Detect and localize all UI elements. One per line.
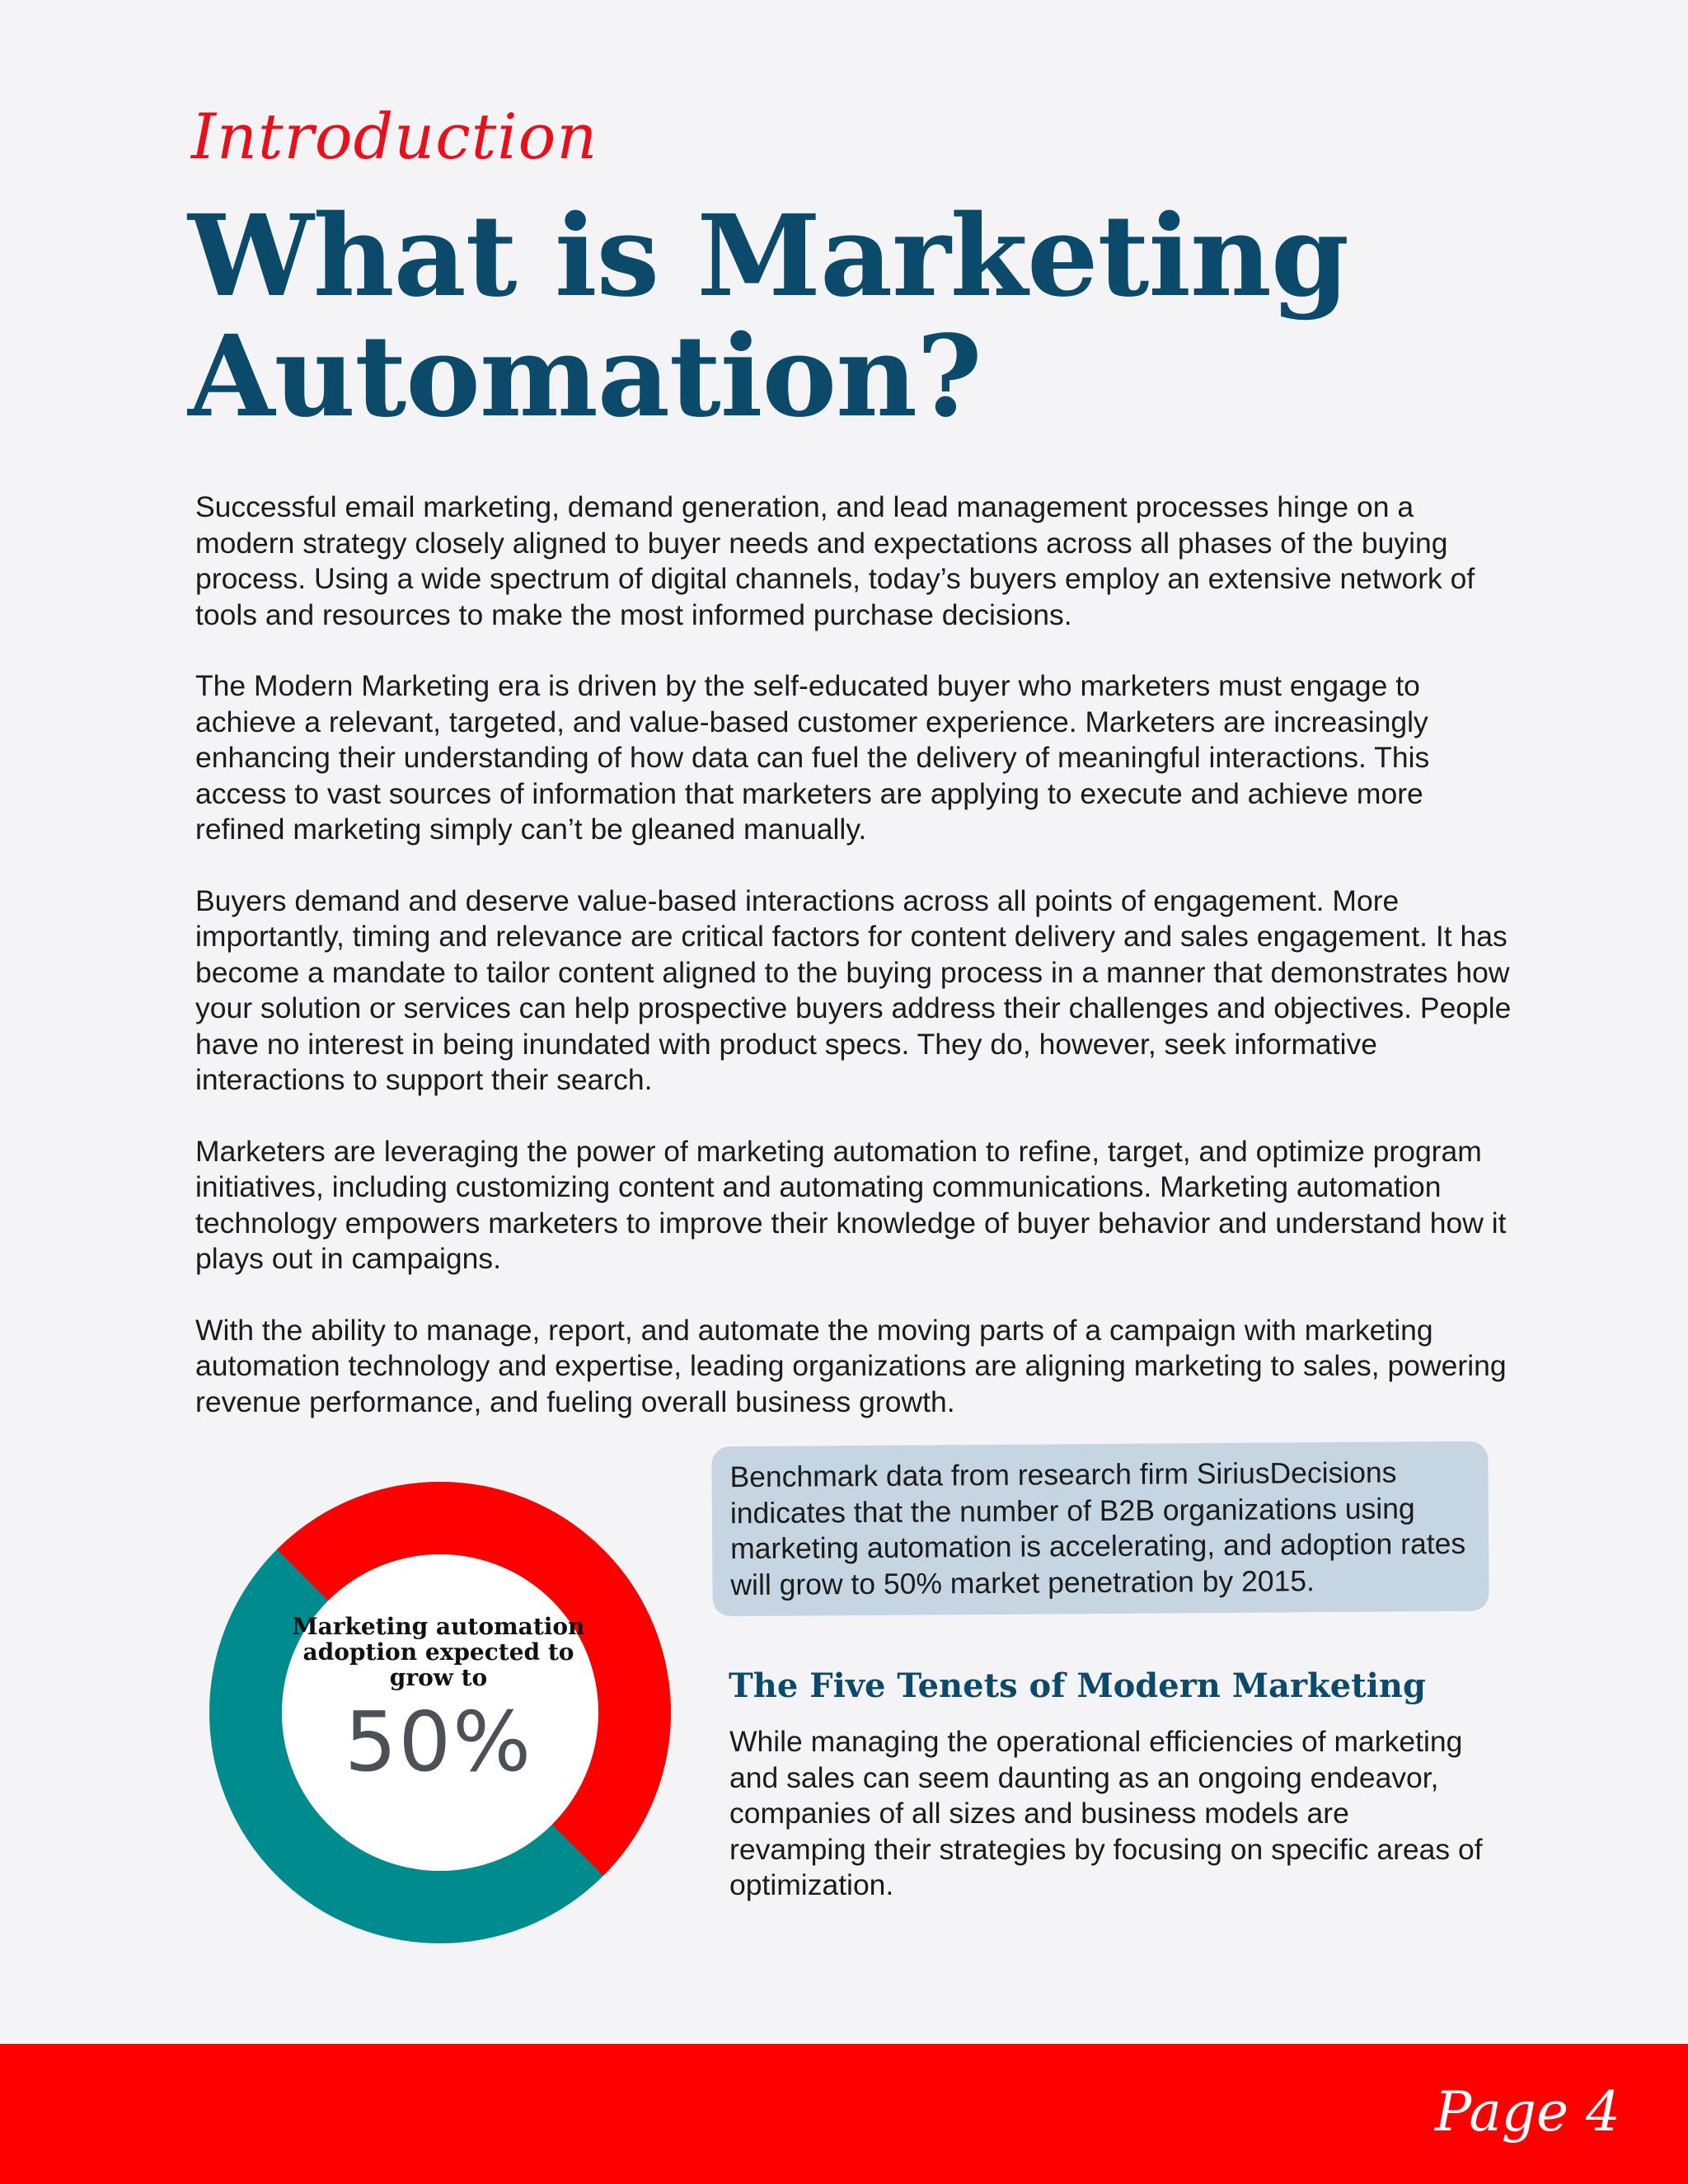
section-text: While managing the operational efficiencies of marketing and sales can seem daunting as an ongoing endeavor, companies of all sizes and business models are revamping their strategies by focusing on specific areas of optimization.	[729, 1725, 1483, 1901]
benchmark-callout: Benchmark data from research firm SiriusDecisions indicates that the number of B2B organizations using marketing automation is accelerating, and adoption rates will grow to 50% market penetration by 2015.	[711, 1441, 1489, 1617]
paragraph: Successful email marketing, demand generation, and lead management processes hinge on a modern strategy closely aligned to buyer needs and expectations across all phases of the buying process. Using a wide spectrum of digital channels, today’s buyers employ an extensive network of tools and resources to make the most informed purchase decisions.	[195, 490, 1475, 631]
section-kicker: Introduction	[191, 100, 598, 173]
paragraph: Marketers are leveraging the power of marketing automation to refine, target, and optimize program initiatives, including customizing content and automating communications. Marketing automation technology empowers marketers to improve their knowledge of buyer behavior and understand how it plays out in campaigns.	[195, 1134, 1507, 1275]
donut-value: 50%	[344, 1694, 533, 1790]
paragraph: Buyers demand and deserve value-based interactions across all points of engagement. More importantly, timing and relevance are critical factors for content delivery and sales engagement. It has become a mandate to tailor content aligned to the buying process in a manner that demonstrates how your solution or services can help prospective buyers address their challenges and objectives. People have no interest in being inundated with product specs. They do, however, seek informative interactions to support their search.	[195, 883, 1512, 1096]
donut-caption: Marketing automation adoption expected to grow to	[292, 1613, 585, 1691]
paragraph: With the ability to manage, report, and automate the moving parts of a campaign with marketing automation technology and expertise, leading organizations are aligning marketing to sales, powering revenue performance, and fueling overall business growth.	[195, 1313, 1507, 1418]
paragraph: The Modern Marketing era is driven by the self-educated buyer who marketers must engage to achieve a relevant, targeted, and value-based customer experience. Marketers are increasingly enhancing their understanding of how data can fuel the delivery of meaningful interactions. This access to vast sources of information that marketers are applying to execute and achieve more refined marketing simply can’t be gleaned manually.	[195, 669, 1430, 846]
section-heading: The Five Tenets of Modern Marketing	[729, 1666, 1426, 1705]
page-number: Page 4	[1434, 2080, 1620, 2144]
body-text	[195, 490, 1514, 1455]
page-title: What is Marketing Automation?	[188, 190, 1349, 443]
